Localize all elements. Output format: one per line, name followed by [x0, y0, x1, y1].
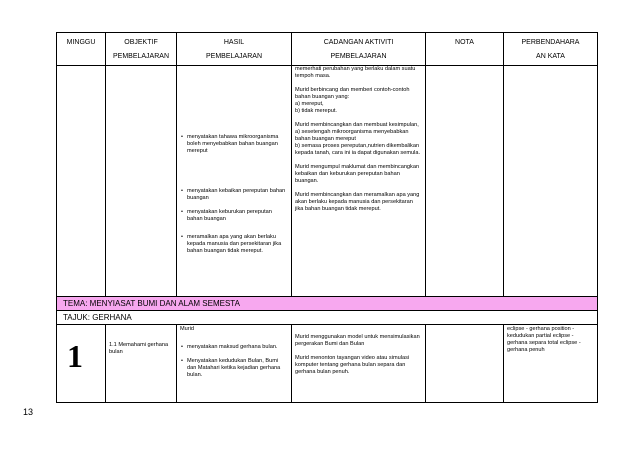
- header-perbendaharaan-line2: AN KATA: [536, 53, 565, 60]
- row2-objektif-text: 1.1 Memahami gerhana bulan: [109, 342, 169, 355]
- row2-hasil-lead: Murid: [180, 326, 194, 332]
- row1-hasil-item: • menyatakan tahawa mikroorganisma boleh menyebabkan bahan buangan mereput: [180, 134, 288, 155]
- row1-hasil: [176, 65, 292, 297]
- header-objektif-line1: OBJEKTIF: [124, 39, 158, 46]
- row1-cadangan-text: Murid membincangkan dan meramalkan apa yang akan berlaku kepada manusia dan persekitaran jika bahan buangan tidak mereput.: [295, 192, 420, 212]
- header-cadangan-line1: CADANGAN AKTIVITI: [323, 39, 394, 46]
- header-minggu-label: MINGGU: [66, 39, 96, 46]
- row1-minggu: [56, 65, 106, 297]
- row2-nota: [425, 324, 504, 403]
- row1-hasil-item: • meramalkan apa yang akan berlaku kepada manusia dan persekitaran jika bahan buangan tidak mereput.: [180, 234, 288, 255]
- row1-objektif: [105, 65, 177, 297]
- page-number: 13: [23, 407, 34, 417]
- row2-perbendaharaan: [503, 324, 598, 403]
- header-objektif: [105, 32, 177, 66]
- row2-cadangan-text: Murid menggunakan model untuk mensimulasikan pergerakan Bumi dan Bulan: [295, 334, 420, 347]
- header-nota: [425, 32, 504, 66]
- row1-cadangan: [291, 65, 426, 297]
- row1-hasil-item: • menyatakan keburukan pereputan bahan buangan: [180, 209, 288, 223]
- tema-band: TEMA: MENYIASAT BUMI DAN ALAM SEMESTA: [56, 296, 598, 311]
- row1-cadangan-text: b) semasa proses pereputan,nutrien dikembalikan kepada tanah, cara ini ia dapat digunakan semula.: [295, 143, 421, 156]
- row2-perbendaharaan-text: eclipse - gerhana position - kedudukan partial eclipse -gerhana separa total eclipse -gerhana penuh: [507, 326, 581, 353]
- row1-cadangan-text: a) sesetengah mikroorganisma menyebabkan bahan buangan mereput: [295, 129, 409, 142]
- row2-hasil-item: • menyatakan maksud gerhana bulan.: [180, 344, 288, 351]
- tajuk-band: TAJUK: GERHANA: [56, 310, 598, 325]
- header-cadangan-line2: PEMBELAJARAN: [330, 53, 387, 60]
- row1-nota: [425, 65, 504, 297]
- week-number: 1: [67, 338, 83, 374]
- header-minggu: [56, 32, 106, 66]
- header-objektif-line2: PEMBELAJARAN: [112, 53, 170, 60]
- row2-cadangan: [291, 324, 426, 403]
- row1-cadangan-text: memerhati perubahan yang berlaku dalam suatu tempoh masa.: [295, 66, 416, 79]
- header-perbendaharaan-line1: PERBENDAHARA: [521, 39, 580, 46]
- row1-hasil-item: • menyatakan kebaikan pereputan bahan buangan: [180, 188, 288, 202]
- lesson-plan-table: [56, 32, 598, 403]
- header-nota-label: NOTA: [455, 39, 474, 46]
- header-hasil-line2: PEMBELAJARAN: [205, 53, 263, 60]
- row2-hasil-item: • Menyatakan kedudukan Bulan, Bumi dan Matahari ketika kejadian gerhana bulan.: [180, 358, 288, 379]
- header-hasil-line1: HASIL: [223, 39, 245, 46]
- row1-cadangan-text: Murid mengumpul maklumat dan membincangkan kebaikan dan keburukan pereputan bahan buangan.: [295, 164, 420, 184]
- header-hasil: [176, 32, 292, 66]
- row1-cadangan-text: a) mereput,: [295, 101, 324, 107]
- row1-perbendaharaan: [503, 65, 598, 297]
- row2-hasil: [176, 324, 292, 403]
- row2-objektif: [105, 324, 177, 403]
- header-cadangan: [291, 32, 426, 66]
- header-perbendaharaan: [503, 32, 598, 66]
- row2-cadangan-text: Murid menonton tayangan video atau simulasi komputer tentang gerhana bulan separa dan gerhana bulan penuh.: [295, 355, 410, 375]
- row1-cadangan-text: b) tidak mereput.: [295, 108, 337, 114]
- row1-cadangan-text: Murid berbincang dan memberi contoh-contoh bahan buangan yang:: [295, 87, 410, 100]
- row1-cadangan-text: Murid membincangkan dan membuat kesimpulan,: [295, 122, 419, 128]
- row2-minggu: [56, 324, 106, 403]
